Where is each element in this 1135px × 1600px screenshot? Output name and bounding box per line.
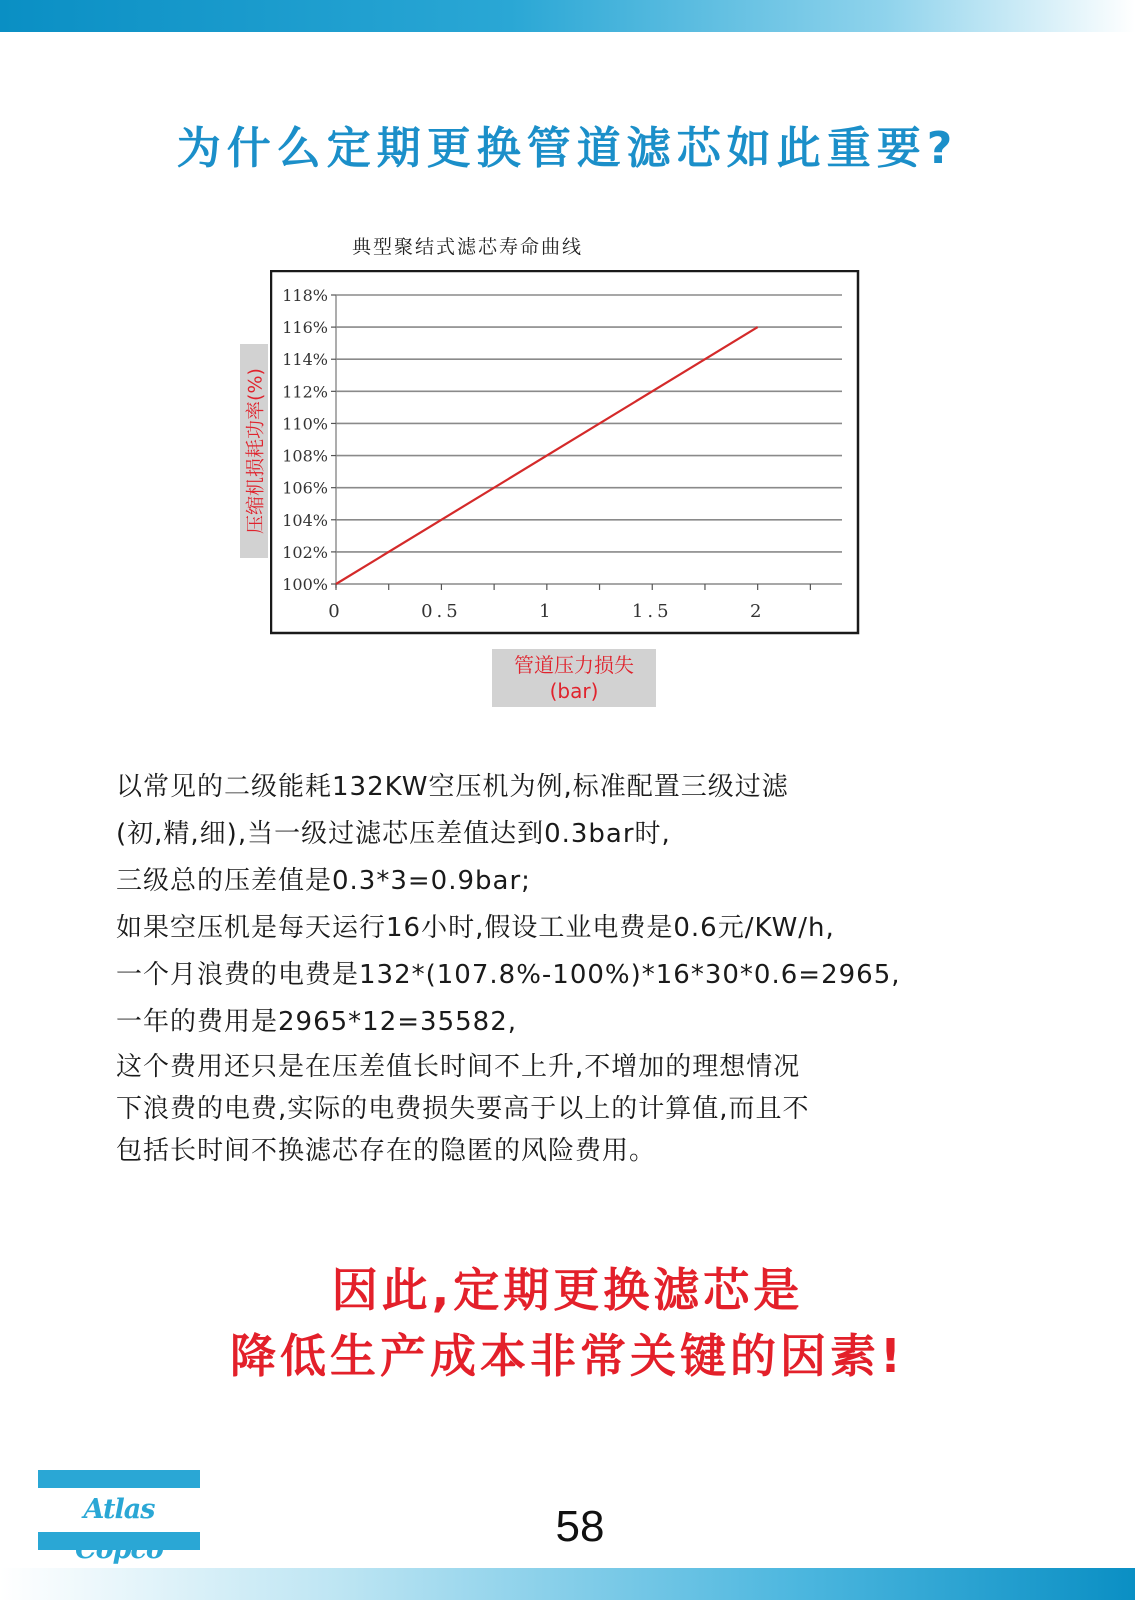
y-tick-label: 104% — [282, 510, 328, 530]
line-chart — [270, 270, 860, 636]
chart-frame — [271, 271, 858, 633]
x-tick-label: 1.5 — [631, 601, 673, 622]
logo-bottom-bar — [38, 1532, 200, 1550]
chart-title: 典型聚结式滤芯寿命曲线 — [352, 236, 584, 258]
body-line: 一个月浪费的电费是132*(107.8%-100%)*16*30*0.6=2965, — [116, 960, 901, 990]
y-tick-label: 108% — [282, 446, 328, 466]
x-tick-label: 1 — [539, 601, 555, 622]
y-tick-label: 114% — [282, 350, 328, 370]
body-line: 这个费用还只是在压差值长时间不上升,不增加的理想情况 — [116, 1052, 801, 1082]
x-axis-label-line1: 管道压力损失 — [514, 653, 634, 677]
conclusion-line: 因此,定期更换滤芯是 — [331, 1263, 804, 1317]
body-paragraph — [116, 764, 1036, 1172]
y-tick-label: 100% — [282, 575, 328, 594]
body-line: 下浪费的电费,实际的电费损失要高于以上的计算值,而且不 — [116, 1094, 810, 1124]
body-line: 以常见的二级能耗132KW空压机为例,标准配置三级过滤 — [116, 772, 789, 802]
y-tick-label: 106% — [282, 478, 328, 498]
body-line: 包括长时间不换滤芯存在的隐匿的风险费用。 — [116, 1136, 657, 1166]
body-line: 一年的费用是2965*12=35582, — [116, 1007, 518, 1037]
conclusion-callout — [0, 1257, 1135, 1389]
body-line: 三级总的压差值是0.3*3=0.9bar; — [116, 866, 531, 896]
x-tick-label: 2 — [749, 601, 766, 622]
y-tick-label: 112% — [282, 382, 328, 402]
logo-top-bar — [38, 1470, 200, 1488]
bottom-decorative-band — [0, 1568, 1135, 1600]
x-tick-label: 0.5 — [421, 601, 462, 622]
x-tick-label: 0 — [328, 601, 344, 622]
y-axis-label: 压缩机损耗功率(%) — [244, 368, 267, 534]
page-number: 58 — [555, 1502, 605, 1551]
body-line: (初,精,细),当一级过滤芯压差值达到0.3bar时, — [116, 819, 671, 849]
y-tick-label: 118% — [282, 286, 328, 305]
atlas-copco-logo — [38, 1470, 200, 1550]
y-tick-label: 102% — [282, 542, 328, 562]
y-tick-label: 116% — [282, 318, 328, 338]
x-axis-label-line2: (bar) — [549, 679, 599, 703]
conclusion-line: 降低生产成本非常关键的因素! — [230, 1329, 905, 1383]
top-decorative-band — [0, 0, 1135, 32]
x-axis-label — [492, 649, 656, 707]
logo-wordmark: Atlas — [83, 1494, 155, 1525]
y-tick-label: 110% — [282, 414, 328, 434]
body-line: 如果空压机是每天运行16小时,假设工业电费是0.6元/KW/h, — [116, 913, 835, 943]
page-heading: 为什么定期更换管道滤芯如此重要? — [176, 123, 959, 174]
